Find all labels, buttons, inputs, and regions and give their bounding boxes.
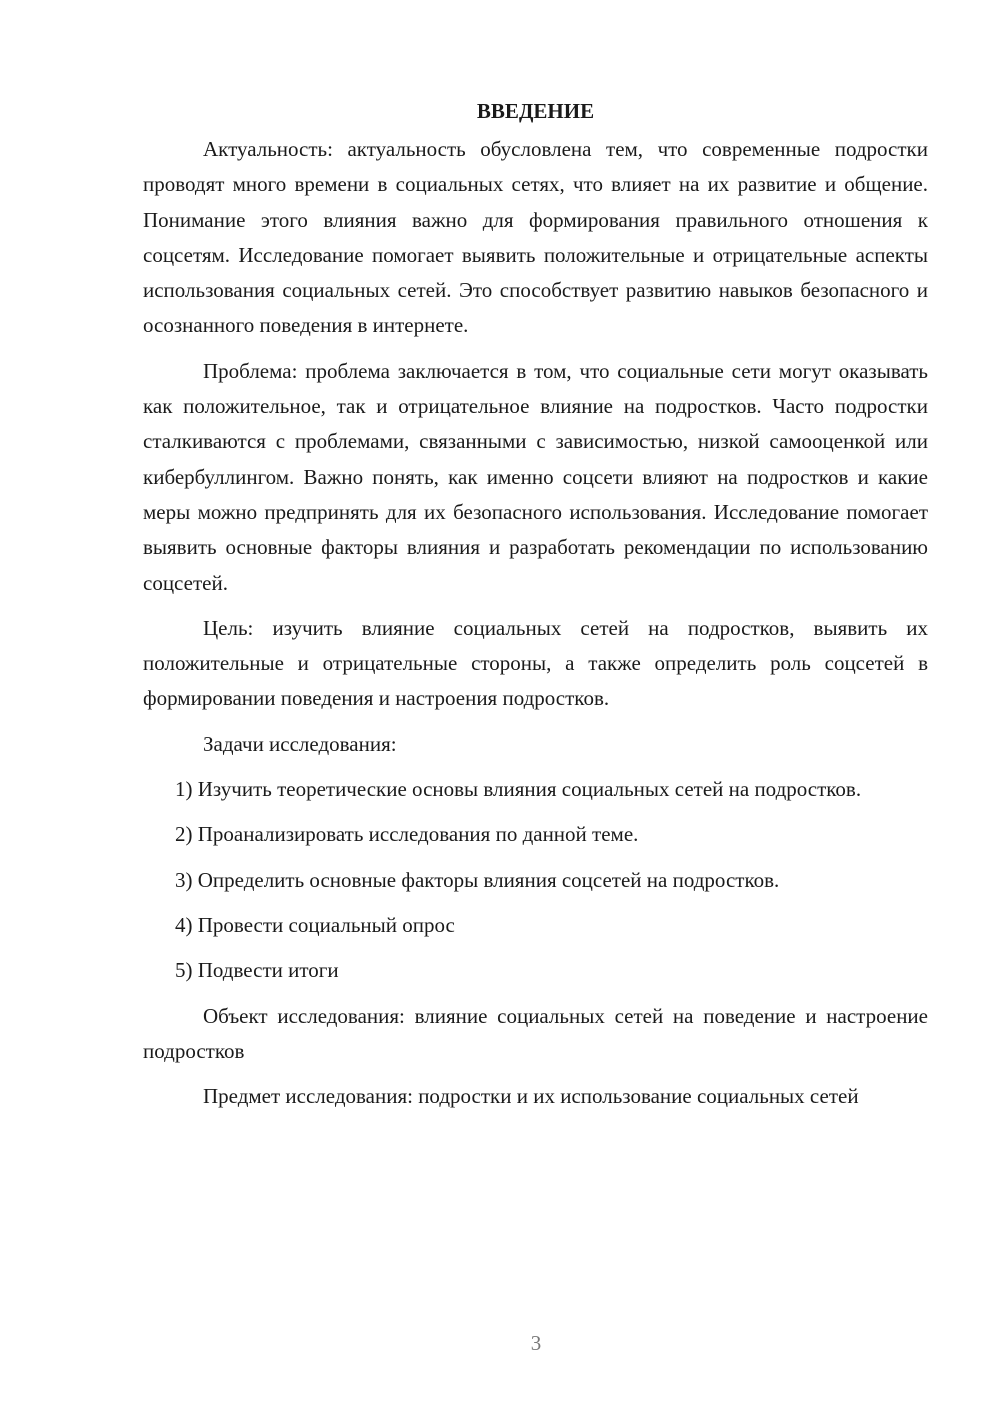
page-number: 3 (530, 1331, 542, 1355)
subject-paragraph: Предмет исследования: подростки и их использование социальных сетей (203, 1084, 859, 1109)
problem-paragraph: Проблема: проблема заключается в том, что социальные сети могут оказывать как положительное, так и отрицательное влияние на подростков. Часто подростки сталкиваются с проблемами, связанными с зависимостью, низкой самооценкой или кибербуллингом. Важно понять, как именно соцсети влияют на подростков и какие меры можно предпринять для их безопасного использования. Исследование помогает выявить основные факторы влияния и разработать рекомендации по использованию соцсетей. (143, 358, 928, 595)
task-item-2: 2) Проанализировать исследования по данной теме. (175, 822, 639, 847)
task-item-5: 5) Подвести итоги (175, 958, 339, 983)
task-item-1: 1) Изучить теоретические основы влияния социальных сетей на подростков. (175, 777, 862, 802)
relevance-paragraph: Актуальность: актуальность обусловлена тем, что современные подростки проводят много времени в социальных сетях, что влияет на их развитие и общение. Понимание этого влияния важно для формирования правильного отношения к соцсетям. Исследование помогает выявить положительные и отрицательные аспекты использования социальных сетей. Это способствует развитию навыков безопасного и осознанного поведения в интернете. (143, 137, 928, 338)
object-paragraph: Объект исследования: влияние социальных сетей на поведение и настроение подростков (143, 1003, 928, 1063)
tasks-heading: Задачи исследования: (203, 731, 397, 756)
task-item-4: 4) Провести социальный опрос (175, 912, 455, 937)
document-page (143, 94, 928, 1124)
task-item-3: 3) Определить основные факторы влияния соцсетей на подростков. (175, 867, 780, 892)
section-title: ВВЕДЕНИЕ (476, 99, 595, 123)
goal-paragraph: Цель: изучить влияние социальных сетей на подростков, выявить их положительные и отрицательные стороны, а также определить роль соцсетей в формировании поведения и настроения подростков. (143, 615, 928, 711)
